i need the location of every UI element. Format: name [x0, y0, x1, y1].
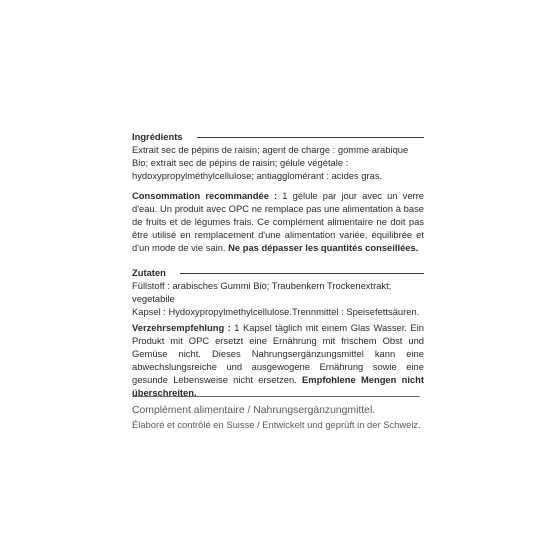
fr-ingredients-section	[132, 130, 424, 182]
fr-ingredients-line-1: Extrait sec de pépins de raisin; agent de charge : gomme arabique	[132, 144, 409, 156]
de-consumption-text: 1 Kapsel täglich mit einem Glas Wasser. Ein Produkt mit OPC ersetzt eine Ernährung mit frischem Obst und Gemüse nicht. Dieses Nahrungsergänzungsmittel kann eine abwechslungsreiche und ausgewogene Ernährung sowie eine gesunde Lebensweise nicht ersetzen.	[132, 322, 424, 386]
fr-consumption-text: 1 gélule par jour avec un verre d'eau. Un produit avec OPC ne remplace pas une alimentation à base de fruits et de légumes frais. Ce complément alimentaire ne doit pas être utilisé en remplacement d'une alimentation variée, équilibrée et d'un mode de vie sain.	[132, 190, 424, 254]
de-ingredients-line-2: Kapsel : Hydoxypropylmethylcellulose.Trennmittel : Speisefettsäuren.	[132, 306, 420, 318]
fr-consumption-title: Consommation recommandée :	[132, 190, 278, 201]
de-ingredients-title: Zutaten	[132, 267, 166, 278]
de-consumption-paragraph	[132, 321, 424, 400]
fr-consumption-section	[132, 189, 424, 254]
de-consumption-title: Verzehrsempfehlung :	[132, 322, 231, 333]
de-ingredients-section	[132, 266, 424, 318]
de-consumption-section	[132, 321, 424, 400]
de-ingredients-heading	[132, 266, 424, 279]
de-ingredients-text	[132, 279, 424, 318]
de-ingredients-line-1: Füllstoff : arabisches Gummi Bio; Traubenkern Trockenextrakt; vegetabile	[132, 280, 392, 305]
fr-consumption-warning: Ne pas dépasser les quantités conseillées.	[228, 242, 419, 254]
fr-ingredients-text	[132, 143, 424, 182]
fr-ingredients-line-3: hydoxypropylméthylcellulose; antiagglomérant : acides gras.	[132, 170, 383, 182]
fr-ingredients-title: Ingrédients	[132, 131, 183, 142]
footer-product-type: Complément alimentaire / Nahrungsergänzungmittel.	[132, 405, 376, 416]
de-ingredients-rule	[180, 273, 424, 274]
fr-consumption-paragraph	[132, 189, 424, 254]
de-consumption-warning: Empfohlene Mengen nicht überschreiten.	[132, 374, 424, 399]
footer-origin: Élaboré et contrôlé en Suisse / Entwickelt und geprüft in der Schweiz.	[132, 419, 421, 430]
section-divider	[132, 396, 420, 397]
fr-ingredients-line-2: Bio; extrait sec de pépins de raisin; gélule végétale :	[132, 157, 349, 169]
fr-ingredients-heading	[132, 130, 424, 143]
fr-ingredients-rule	[197, 137, 424, 138]
footer	[132, 403, 452, 432]
